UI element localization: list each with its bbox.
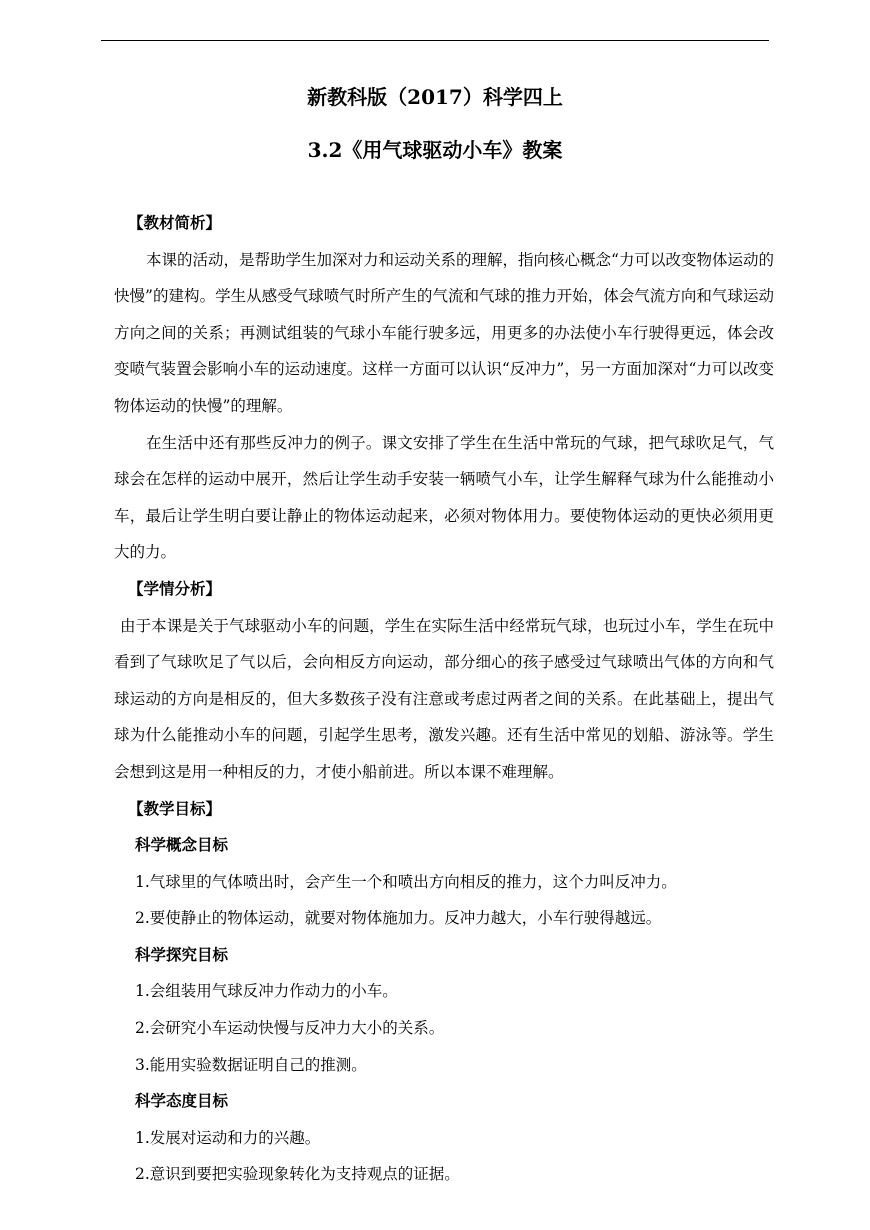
header-rule xyxy=(101,40,769,41)
section-heading-goals: 【教学目标】 xyxy=(128,798,222,818)
document-body xyxy=(114,205,774,1193)
section-heading-students: 【学情分析】 xyxy=(128,578,222,598)
paragraph-textbook-1: 本课的活动，是帮助学生加深对力和运动关系的理解，指向核心概念“力可以改变物体运动的快慢”的建构。学生从感受气球喷气时所产生的气流和气球的推力开始，体会气流方向和气球运动方向之间的关系；再测试组装的气球小车能行驶多远，用更多的办法使小车行驶得更远，体会改变喷气装置会影响小车的运动速度。这样一方面可以认识“反冲力”，另一方面加深对“力可以改变物体运动的快慢”的理解。 xyxy=(114,250,774,415)
list-item: 3.能用实验数据证明自己的推测。 xyxy=(135,1055,367,1074)
paragraph-students-1: 由于本课是关于气球驱动小车的问题，学生在实际生活中经常玩气球，也玩过小车，学生在玩中看到了气球吹足了气以后，会向相反方向运动，部分细心的孩子感受过气球喷出气体的方向和气球运动的方向是相反的，但大多数孩子没有注意或考虑过两者之间的关系。在此基础上，提出气球为什么能推动小车的问题，引起学生思考，激发兴趣。还有生活中常见的划船、游泳等。学生会想到这是用一种相反的力，才使小船前进。所以本课不难理解。 xyxy=(114,616,774,781)
list-item: 2.会研究小车运动快慢与反冲力大小的关系。 xyxy=(135,1019,445,1038)
lesson-title: 3.2《用气球驱动小车》教案 xyxy=(307,138,563,162)
list-item: 1.发展对运动和力的兴趣。 xyxy=(135,1128,321,1147)
paragraph-textbook-2: 在生活中还有那些反冲力的例子。课文安排了学生在生活中常玩的气球，把气球吹足气，气球会在怎样的运动中展开，然后让学生动手安装一辆喷气小车，让学生解释气球为什么能推动小车，最后让学生明白要让静止的物体运动起来，必须对物体用力。要使物体运动的更快必须用更大的力。 xyxy=(114,433,774,562)
list-item: 1.会组装用气球反冲力作动力的小车。 xyxy=(135,982,398,1001)
list-item: 2.意识到要把实验现象转化为支持观点的证据。 xyxy=(135,1165,460,1184)
subheading-inquiry-goals: 科学探究目标 xyxy=(135,944,229,964)
list-item: 2.要使静止的物体运动，就要对物体施加力。反冲力越大，小车行驶得越远。 xyxy=(135,909,662,928)
section-heading-textbook: 【教材简析】 xyxy=(128,213,222,232)
list-item: 1.气球里的气体喷出时，会产生一个和喷出方向相反的推力，这个力叫反冲力。 xyxy=(135,872,677,891)
document-title: 新教科版（2017）科学四上 xyxy=(307,85,563,109)
subheading-attitude-goals: 科学态度目标 xyxy=(135,1091,229,1111)
subheading-concept-goals: 科学概念目标 xyxy=(135,835,229,855)
